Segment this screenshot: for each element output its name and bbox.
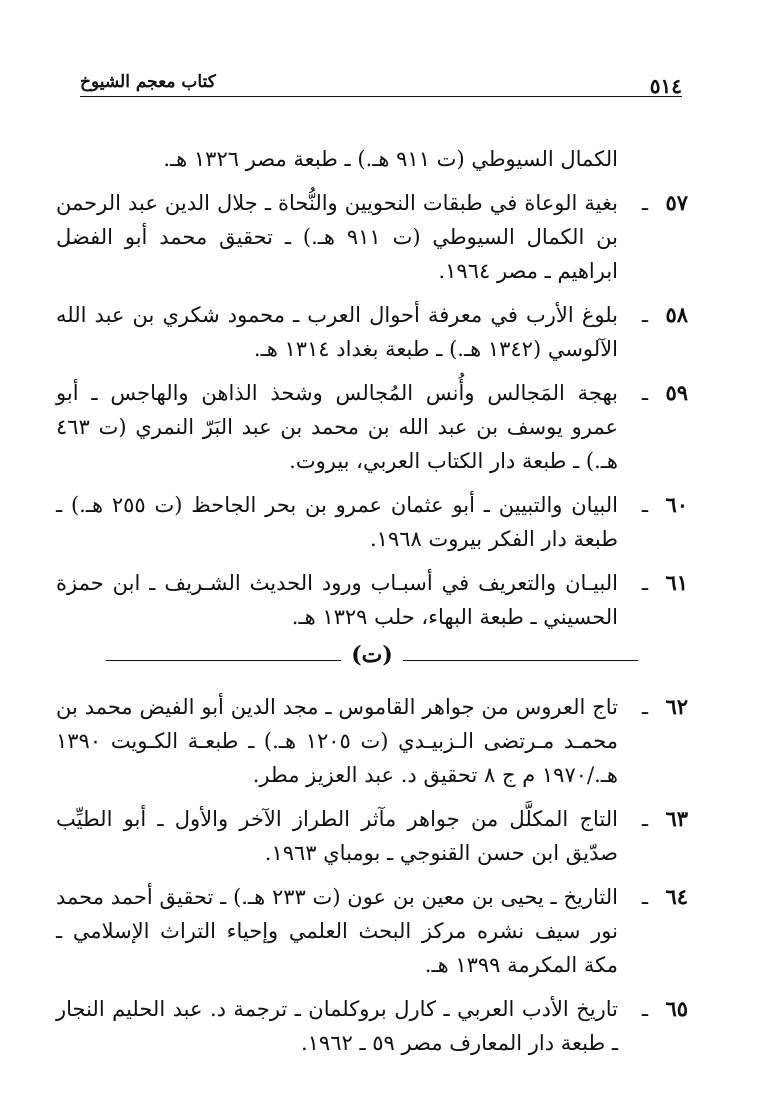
page-number: ٥١٤ <box>649 74 682 98</box>
entry-dash: ـ <box>641 997 648 1021</box>
section-letter: (ت) <box>351 642 393 668</box>
entry-text: بغية الوعاة في طبقات النحويين والنُّحاة ـ جلال الدين عبد الرحمن بن الكمال السيوطي (ت ٩١١ هـ.) ـ تحقيق محمد أبو الفضل ابراهيم ـ مصر ١٩٦٤. <box>56 191 619 283</box>
bibliography-entry <box>56 690 688 792</box>
section-divider <box>56 640 688 680</box>
entry-number: ٦٤ <box>665 884 688 909</box>
bibliography-entry <box>56 186 688 288</box>
entry-dash: ـ <box>641 381 648 405</box>
entry-number: ٦٣ <box>665 806 688 831</box>
entry-dash: ـ <box>641 807 648 831</box>
entry-dash: ـ <box>641 493 648 517</box>
entry-number: ٥٧ <box>665 190 688 215</box>
bibliography-entry <box>56 880 688 982</box>
bibliography-entry <box>56 566 688 634</box>
bibliography-entry <box>56 488 688 556</box>
entry-text: بلوغ الأرب في معرفة أحوال العرب ـ محمود شكري بن عبد الله الآلوسي (١٣٤٢ هـ.) ـ طبعة بغداد ١٣١٤ هـ. <box>56 303 618 361</box>
entry-text: التاج المكلَّل من جواهر مآثر الطراز الآخر والأول ـ أبو الطيِّب صدّيق ابن حسن القنوجي ـ بومباي ١٩٦٣. <box>56 807 618 865</box>
entry-number: ٥٨ <box>665 302 688 327</box>
entry-number: ٦٠ <box>665 492 688 517</box>
entry-number: ٦٥ <box>665 996 688 1021</box>
entry-dash: ـ <box>641 571 648 595</box>
entry-text: تاريخ الأدب العربي ـ كارل بروكلمان ـ ترجمة د. عبد الحليم النجار ـ طبعة دار المعارف مصر ٥٩ ـ ١٩٦٢. <box>56 997 618 1055</box>
entry-number: ٦١ <box>665 570 688 595</box>
bibliography-entry <box>56 376 688 478</box>
entry-text: تاج العروس من جواهر القاموس ـ مجد الدين أبو الفيض محمد بن محمـد مـرتضى الـزبيـدي (ت ١٢٠٥ هـ.) ـ طبعـة الكـويت ١٣٩٠ هـ./١٩٧٠ م ج ٨ تحقيق د. عبد العزيز مطر. <box>56 695 618 787</box>
entry-text: التاريخ ـ يحيى بن معين بن عون (ت ٢٣٣ هـ.) ـ تحقيق أحمد محمد نور سيف نشره مركز البحث العلمي وإحياء التراث الإسلامي ـ مكة المكرمة ١٣٩٩ هـ. <box>56 885 618 977</box>
continued-entry <box>56 142 688 176</box>
entry-text: الكمال السيوطي (ت ٩١١ هـ.) ـ طبعة مصر ١٣٢٦ هـ. <box>163 147 618 171</box>
header-rule <box>80 96 682 97</box>
entry-text: البيـان والتعريف في أسبـاب ورود الحديث الشـريف ـ ابن حمزة الحسيني ـ طبعة البهاء، حلب ١٣٢٩ هـ. <box>56 571 618 629</box>
entry-dash: ـ <box>641 695 648 719</box>
divider-rule-left <box>106 660 341 661</box>
entry-text: البيان والتبيين ـ أبو عثمان عمرو بن بحر الجاحظ (ت ٢٥٥ هـ.) ـ طبعة دار الفكر بيروت ١٩٦٨. <box>56 493 618 551</box>
bibliography-entry <box>56 992 688 1060</box>
bibliography-entry <box>56 802 688 870</box>
bibliography-entry <box>56 298 688 366</box>
running-title: كتاب معجم الشيوخ <box>80 72 216 92</box>
entry-dash: ـ <box>641 885 648 909</box>
bibliography-list <box>56 142 688 1060</box>
page-header <box>80 66 682 96</box>
entry-text: بهجة المَجالس وأُنس المُجالس وشحذ الذاهن والهاجس ـ أبو عمرو يوسف بن عبد الله بن محمد بن عبد البَرّ النمري (ت ٤٦٣ هـ.) ـ طبعة دار الكتاب العربي، بيروت. <box>56 381 618 473</box>
entry-number: ٥٩ <box>665 380 688 405</box>
entry-dash: ـ <box>641 191 648 215</box>
entry-number: ٦٢ <box>665 694 688 719</box>
entry-dash: ـ <box>641 303 648 327</box>
